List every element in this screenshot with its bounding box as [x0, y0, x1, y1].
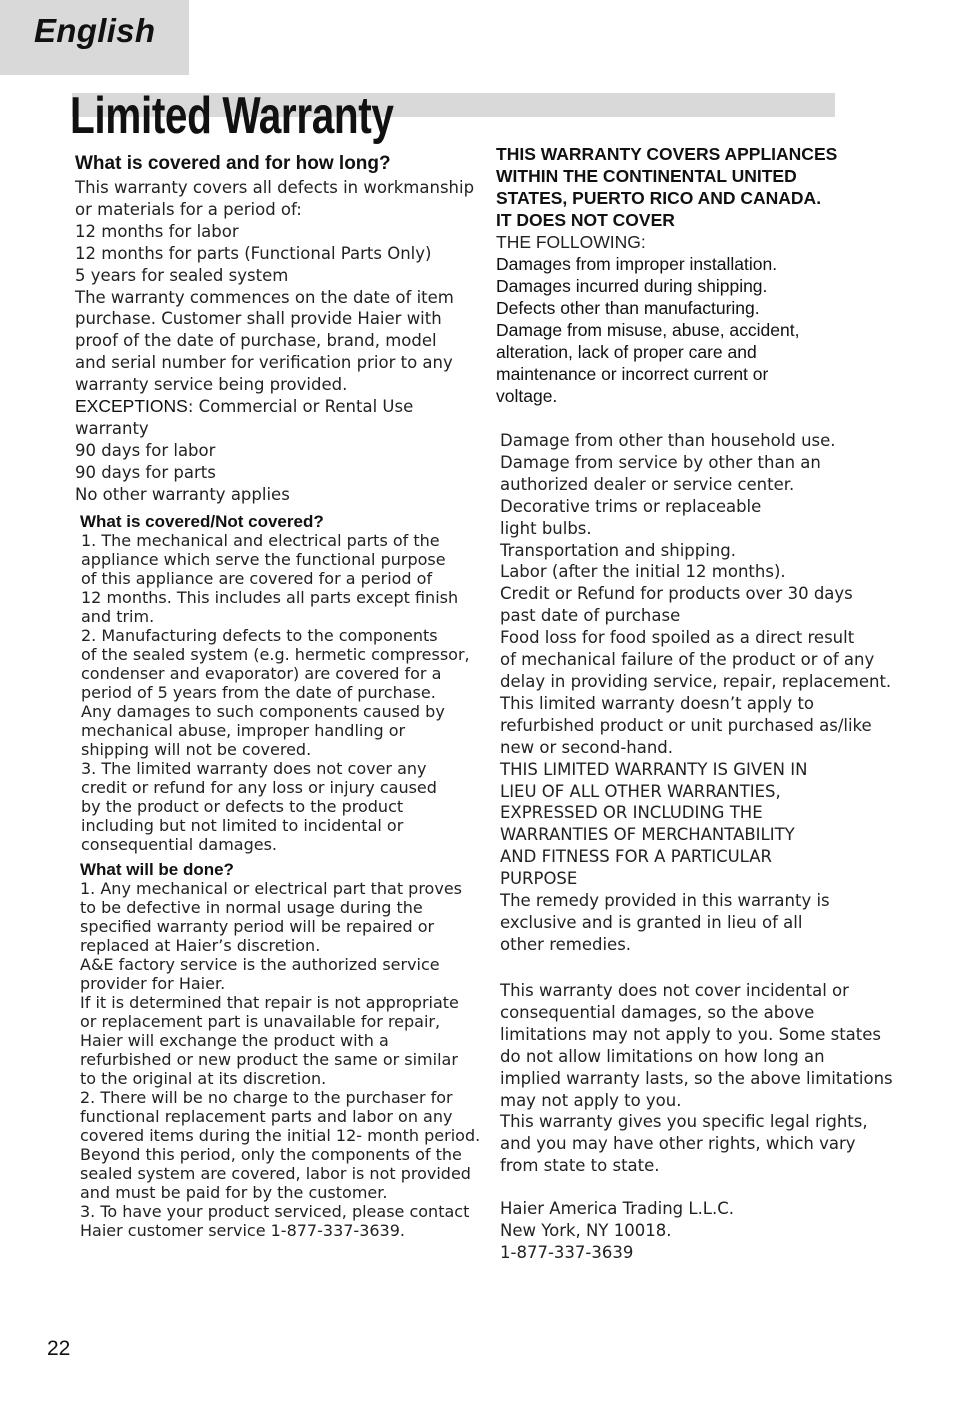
notcovered-line: 2. Manufacturing defects to the components	[81, 626, 438, 645]
more-line: delay in providing service, repair, replacement.	[500, 671, 892, 691]
done-line: 3. To have your product serviced, please contact	[80, 1202, 470, 1221]
done-line: or replacement part is unavailable for repair,	[80, 1012, 441, 1031]
more-line: This limited warranty doesn’t apply to	[500, 693, 815, 713]
exceptions-item: No other warranty applies	[75, 484, 290, 504]
more-line: of mechanical failure of the product or of any	[500, 650, 875, 670]
incidental-line: limitations may not apply to you. Some states	[500, 1024, 882, 1044]
more-line: Transportation and shipping.	[500, 540, 737, 560]
done-body	[80, 879, 480, 1240]
exclusion-line: alteration, lack of proper care and	[496, 342, 757, 362]
notcovered-section	[80, 512, 324, 532]
notcovered-heading: What is covered/Not covered?	[80, 512, 324, 531]
exclusion-line: Damages incurred during shipping.	[496, 276, 768, 296]
page-number: 22	[47, 1337, 71, 1360]
covered-body	[75, 177, 474, 506]
done-line: covered items during the initial 12- month period.	[80, 1126, 481, 1145]
exclusion-line: voltage.	[496, 386, 558, 406]
more-line: PURPOSE	[500, 869, 578, 889]
exceptions-line	[75, 396, 474, 418]
more-line: Damage from other than household use.	[500, 431, 836, 450]
coverage-statement	[496, 143, 837, 231]
notcovered-line: 3. The limited warranty does not cover any	[81, 759, 427, 778]
done-line: to the original at its discretion.	[80, 1069, 327, 1088]
covered-line: or materials for a period of:	[75, 199, 302, 219]
language-label: English	[34, 12, 156, 49]
covered-line: 12 months for labor	[75, 221, 239, 241]
notcovered-line: condenser and evaporator) are covered for a	[81, 664, 442, 683]
page-title: Limited Warranty	[70, 87, 394, 145]
more-line: Food loss for food spoiled as a direct result	[500, 628, 855, 648]
done-section	[80, 860, 234, 880]
more-line: light bulbs.	[500, 518, 592, 538]
done-line: to be defective in normal usage during the	[80, 898, 423, 917]
covered-line: warranty service being provided.	[75, 375, 348, 395]
notcovered-body	[81, 531, 470, 854]
covered-line: 5 years for sealed system	[75, 265, 289, 285]
incidental-line: do not allow limitations on how long an	[500, 1046, 825, 1066]
done-line: 2. There will be no charge to the purchaser for	[80, 1088, 453, 1107]
more-line: new or second-hand.	[500, 737, 674, 757]
coverage-line: STATES, PUERTO RICO AND CANADA.	[496, 188, 822, 208]
more-line: other remedies.	[500, 934, 632, 954]
more-line: EXPRESSED OR INCLUDING THE	[500, 803, 763, 823]
coverage-line: IT DOES NOT COVER	[496, 210, 675, 230]
exceptions-label: EXCEPTIONS	[75, 396, 188, 417]
covered-line: proof of the date of purchase, brand, model	[75, 331, 437, 351]
done-line: replaced at Haier’s discretion.	[80, 936, 321, 955]
exclusion-line: Defects other than manufacturing.	[496, 298, 760, 318]
done-line: Haier will exchange the product with a	[80, 1031, 389, 1050]
notcovered-line: 1. The mechanical and electrical parts of the	[81, 531, 440, 550]
done-line: refurbished or new product the same or similar	[80, 1050, 458, 1069]
exceptions-text: : Commercial or Rental Use	[187, 397, 414, 417]
exclusions-list	[496, 253, 799, 407]
exclusion-line: Damages from improper installation.	[496, 254, 778, 274]
notcovered-line: of this appliance are covered for a period of	[81, 569, 433, 588]
done-line: Beyond this period, only the components of the	[80, 1145, 462, 1164]
incidental-line: This warranty gives you specific legal rights,	[500, 1112, 868, 1132]
done-line: Haier customer service 1-877-337-3639.	[80, 1221, 405, 1240]
more-line: authorized dealer or service center.	[500, 474, 795, 494]
coverage-line: WITHIN THE CONTINENTAL UNITED	[496, 166, 797, 186]
incidental-line: may not apply to you.	[500, 1090, 682, 1110]
more-exclusions	[500, 430, 891, 956]
done-line: and must be paid for by the customer.	[80, 1183, 388, 1202]
notcovered-line: shipping will not be covered.	[81, 740, 312, 759]
done-line: provider for Haier.	[80, 974, 226, 993]
incidental-section	[500, 980, 893, 1177]
the-following	[496, 231, 646, 253]
incidental-line: and you may have other rights, which vary	[500, 1134, 856, 1154]
language-tab	[0, 0, 189, 75]
done-line: A&E factory service is the authorized service	[80, 955, 440, 974]
covered-line: and serial number for verification prior to any	[75, 353, 453, 373]
done-line: If it is determined that repair is not appropriate	[80, 993, 459, 1012]
notcovered-line: by the product or defects to the product	[81, 797, 404, 816]
done-line: sealed system are covered, labor is not provided	[80, 1164, 471, 1183]
more-line: exclusive and is granted in lieu of all	[500, 912, 803, 932]
more-line: Damage from service by other than an	[500, 452, 821, 472]
covered-heading: What is covered and for how long?	[75, 153, 391, 174]
covered-line: The warranty commences on the date of item	[75, 287, 454, 307]
more-line: Credit or Refund for products over 30 days	[500, 584, 853, 604]
notcovered-line: and trim.	[81, 607, 155, 626]
address-line: 1-877-337-3639	[500, 1242, 634, 1262]
notcovered-line: mechanical abuse, improper handling or	[81, 721, 406, 740]
the-following-label: THE FOLLOWING:	[496, 232, 646, 252]
done-line: functional replacement parts and labor on any	[80, 1107, 453, 1126]
notcovered-line: appliance which serve the functional purpose	[81, 550, 446, 569]
incidental-line: This warranty does not cover incidental or	[500, 981, 849, 1000]
exceptions-item: warranty	[75, 418, 149, 438]
more-line: refurbished product or unit purchased as/like	[500, 715, 872, 735]
notcovered-line: Any damages to such components caused by	[81, 702, 445, 721]
exclusion-line: Damage from misuse, abuse, accident,	[496, 320, 800, 340]
done-heading: What will be done?	[80, 860, 234, 879]
more-line: past date of purchase	[500, 606, 681, 626]
notcovered-line: consequential damages.	[81, 835, 278, 854]
more-line: Decorative trims or replaceable	[500, 496, 762, 516]
done-line: 1. Any mechanical or electrical part that proves	[80, 879, 462, 898]
incidental-line: consequential damages, so the above	[500, 1002, 815, 1022]
incidental-line: from state to state.	[500, 1156, 660, 1176]
address-line: Haier America Trading L.L.C.	[500, 1199, 735, 1218]
covered-line: purchase. Customer shall provide Haier with	[75, 309, 442, 329]
address-line: New York, NY 10018.	[500, 1220, 672, 1240]
more-line: LIEU OF ALL OTHER WARRANTIES,	[500, 781, 781, 801]
done-line: specified warranty period will be repaired or	[80, 917, 435, 936]
company-address	[500, 1198, 734, 1264]
more-line: THIS LIMITED WARRANTY IS GIVEN IN	[500, 759, 808, 779]
coverage-line: THIS WARRANTY COVERS APPLIANCES	[496, 144, 838, 164]
exclusion-line: maintenance or incorrect current or	[496, 364, 769, 384]
more-line: WARRANTIES OF MERCHANTABILITY	[500, 825, 795, 845]
covered-line: 12 months for parts (Functional Parts Only)	[75, 243, 432, 263]
notcovered-line: 12 months. This includes all parts except finish	[81, 588, 459, 607]
covered-line: This warranty covers all defects in workmanship	[75, 178, 475, 197]
incidental-line: implied warranty lasts, so the above limitations	[500, 1068, 893, 1088]
more-line: AND FITNESS FOR A PARTICULAR	[500, 847, 773, 867]
notcovered-line: of the sealed system (e.g. hermetic compressor,	[81, 645, 470, 664]
exceptions-item: 90 days for labor	[75, 440, 216, 460]
exceptions-item: 90 days for parts	[75, 462, 216, 482]
more-line: The remedy provided in this warranty is	[500, 891, 830, 911]
notcovered-line: period of 5 years from the date of purchase.	[81, 683, 436, 702]
covered-section	[75, 151, 391, 177]
notcovered-line: including but not limited to incidental or	[81, 816, 404, 835]
notcovered-line: credit or refund for any loss or injury caused	[81, 778, 437, 797]
more-line: Labor (after the initial 12 months).	[500, 562, 786, 582]
